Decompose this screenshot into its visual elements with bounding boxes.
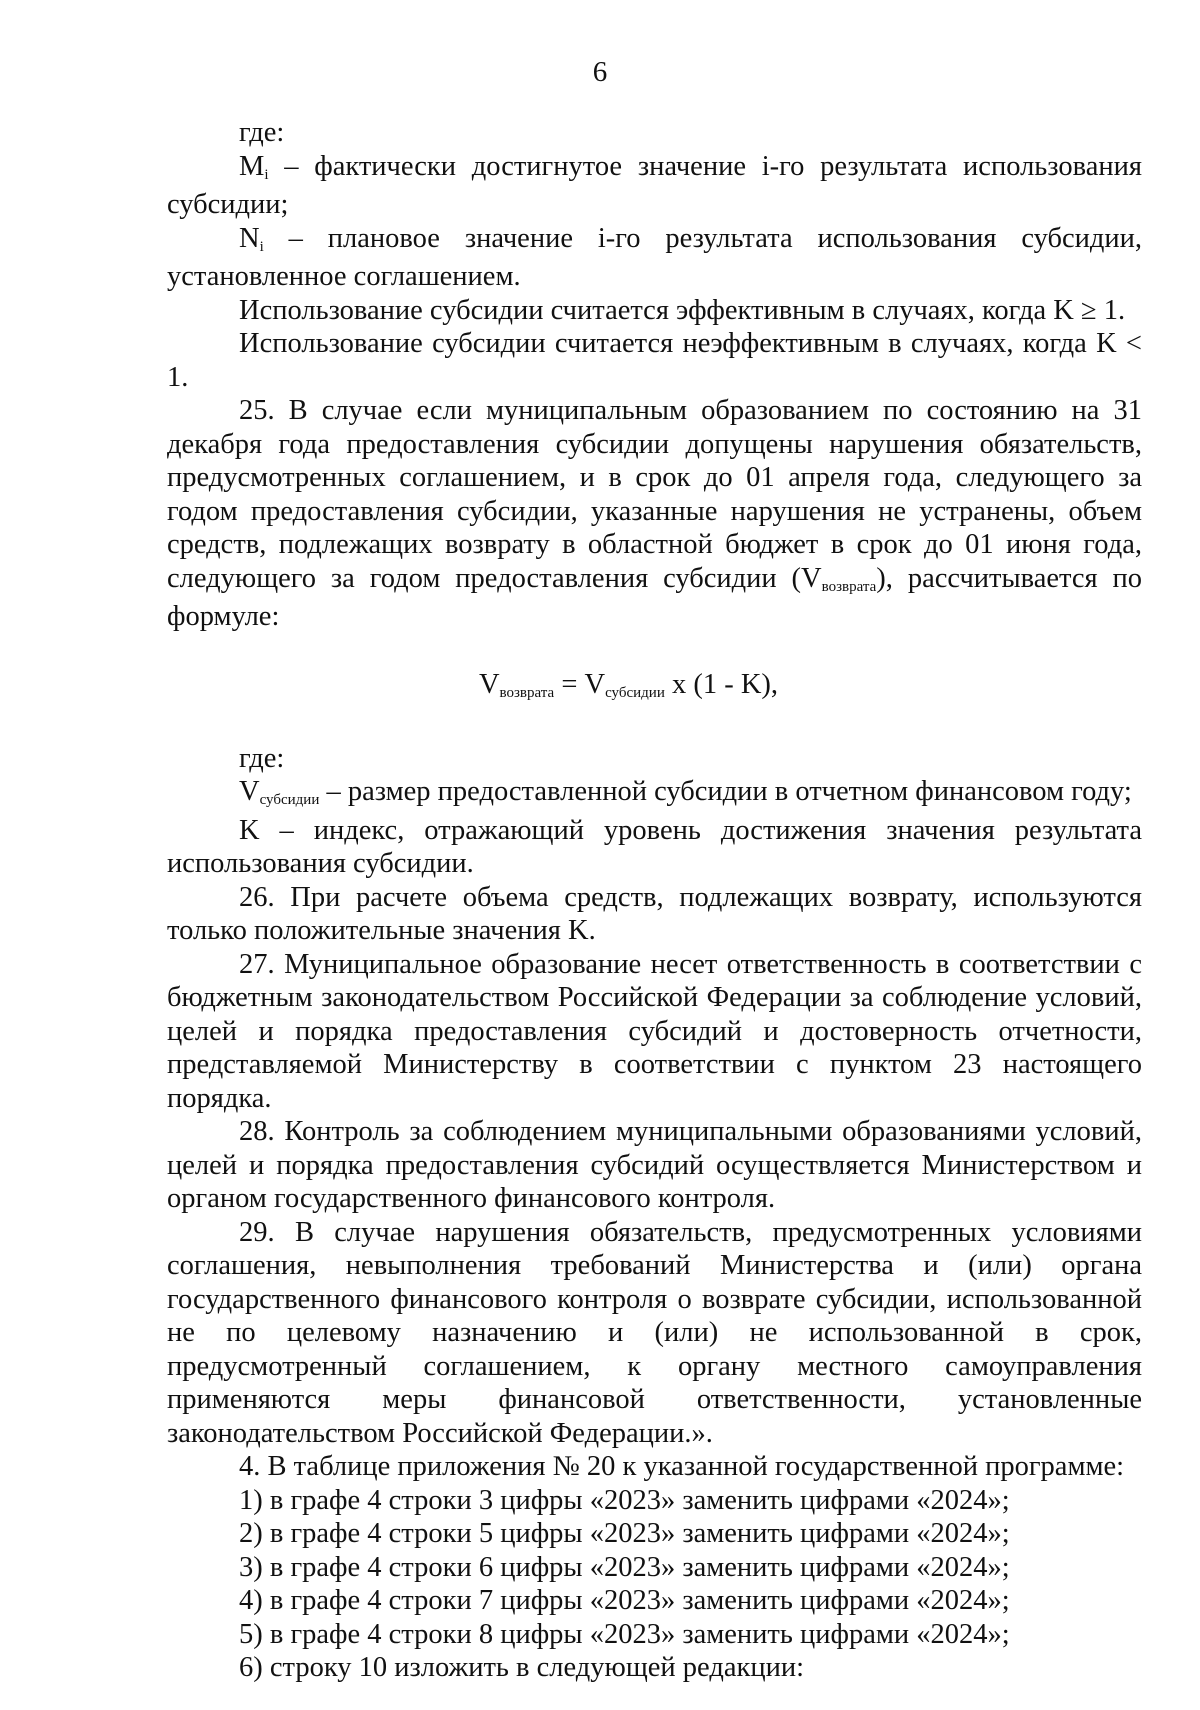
p25-number: 25. (239, 395, 275, 426)
mi-text: – фактически достигнутое значение i-го результата использования субсидии; (167, 150, 1142, 220)
formula-sub-subsidy: субсидии (605, 684, 665, 701)
mi-index: i (264, 166, 269, 183)
subitem-5: 5) в графе 4 строки 8 цифры «2023» заменить цифрами «2024»; (239, 1618, 1010, 1650)
document-body (167, 116, 1142, 1685)
p25-subscript: возврата (821, 578, 877, 595)
ni-index: i (259, 238, 264, 255)
subitem-6: 6) строку 10 изложить в следующей редакции: (239, 1652, 804, 1683)
p25-text: В случае если муниципальным образованием по состоянию на 31 декабря года предоставления субсидии допущены нарушения обязательств, предусмотренных соглашением, и в срок до 01 апреля года, следующего за годом предоставления субсидии, указанные нарушения не устранены, объем средств, подлежащих возврату в областной бюджет в срок до 01 июня года, следующего за годом предоставления субсидии (V (167, 395, 1142, 594)
paragraph-27: 27. Муниципальное образование несет ответственность в соответствии с бюджетным законодательством Российской Федерации за соблюдение условий, целей и порядка предоставления субсидий и достоверность отчетности, представляемой Министерству в соответствии с пунктом 23 настоящего порядка. (167, 948, 1142, 1114)
v-subsidy-subscript: субсидии (259, 792, 320, 808)
subitem-3: 3) в графе 4 строки 6 цифры «2023» заменить цифрами «2024»; (239, 1551, 1010, 1583)
page-number: 6 (592, 56, 608, 88)
subitem-2: 2) в графе 4 строки 5 цифры «2023» заменить цифрами «2024»; (239, 1518, 1010, 1549)
item-4: 4. В таблице приложения № 20 к указанной государственной программе: (239, 1451, 1125, 1482)
subitem-1: 1) в графе 4 строки 3 цифры «2023» заменить цифрами «2024»; (239, 1484, 1010, 1516)
where-label-1: где: (239, 117, 285, 148)
paragraph-29: 29. В случае нарушения обязательств, предусмотренных условиями соглашения, невыполнения требований Министерства и (или) органа государственного финансового контроля о возврате субсидии, использованной не по целевому назначению и (или) не использованной в срок, предусмотренный соглашением, к органу местного самоуправления применяются меры финансовой ответственности, установленные законодательством Российской Федерации.». (167, 1216, 1142, 1449)
paragraph-28: 28. Контроль за соблюдением муниципальными образованиями условий, целей и порядка предоставления субсидий осуществляется Министерством и органом государственного финансового контроля. (167, 1116, 1142, 1214)
effective-criterion: Использование субсидии считается эффективным в случаях, когда K ≥ 1. (239, 294, 1126, 326)
mi-symbol: M (239, 150, 265, 182)
definition-ni (167, 222, 1142, 294)
paragraph-25 (167, 394, 1142, 634)
p25-text-end: ), рассчитывается по формуле: (167, 562, 1142, 632)
formula-sub-return: возврата (499, 684, 555, 701)
ni-text: – плановое значение i-го результата использования субсидии, установленное соглашением. (167, 222, 1142, 292)
definition-v-subsidy: Vсубсидии – размер предоставленной субсидии в отчетном финансовом году; (239, 776, 1132, 808)
return-formula: Vвозврата = Vсубсидии x (1 - K), (478, 668, 779, 701)
definition-mi (167, 150, 1142, 222)
ineffective-criterion: Использование субсидии считается неэффективным в случаях, когда K < 1. (167, 328, 1142, 393)
paragraph-26: 26. При расчете объема средств, подлежащих возврату, используются только положительные значения K. (167, 881, 1142, 946)
subitem-4: 4) в графе 4 строки 7 цифры «2023» заменить цифрами «2024»; (239, 1585, 1010, 1616)
where-label-2: где: (239, 742, 285, 774)
definition-k: K – индекс, отражающий уровень достижения значения результата использования субсидии. (167, 814, 1142, 879)
ni-symbol: N (239, 222, 260, 254)
